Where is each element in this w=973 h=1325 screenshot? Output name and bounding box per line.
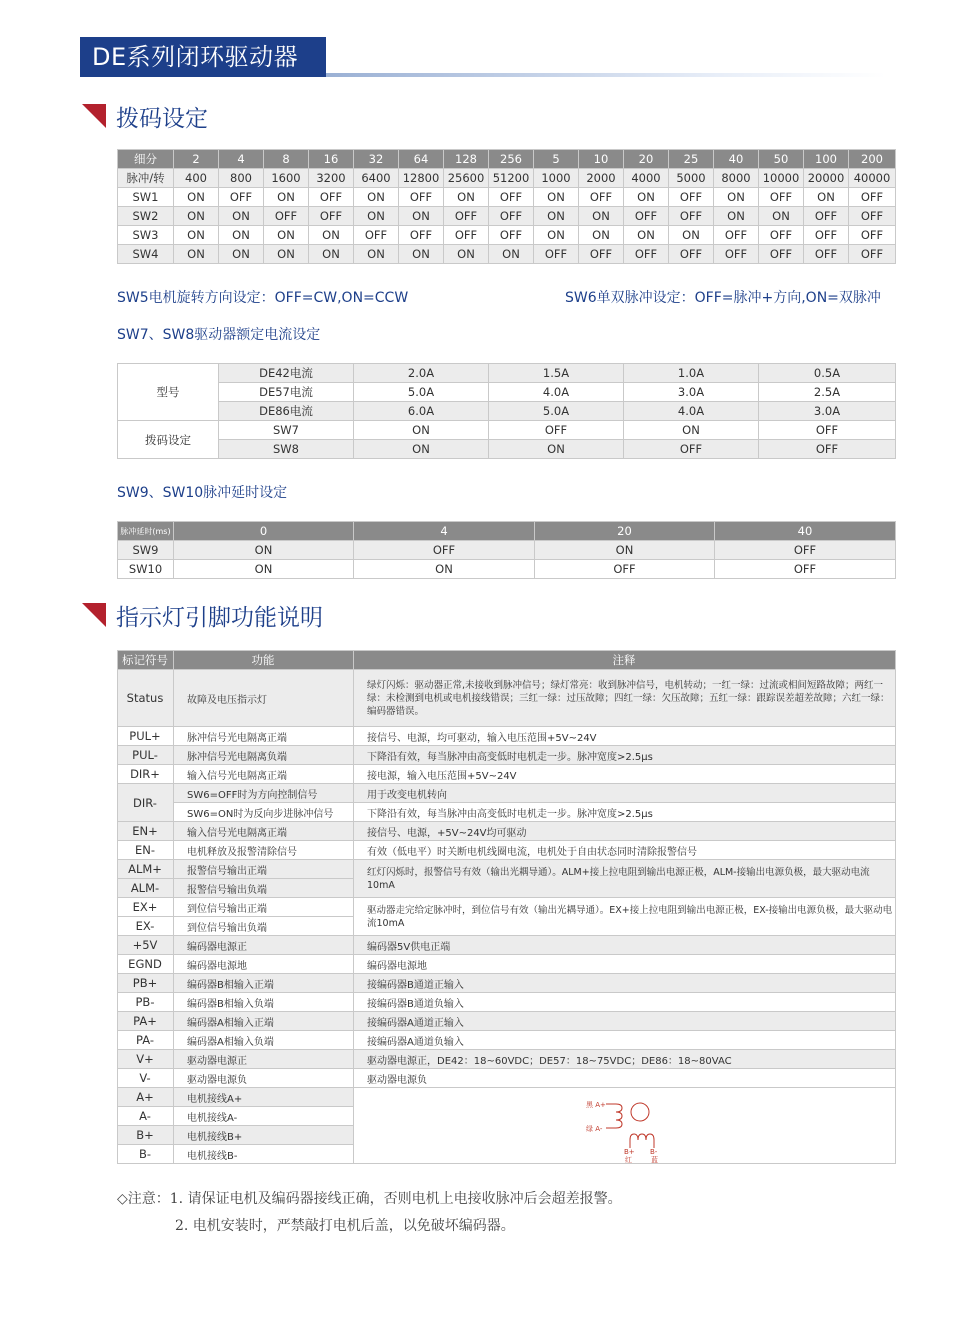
dip-cell: ON xyxy=(174,245,219,264)
pin-symbol: PA+ xyxy=(118,1012,174,1031)
dip-table-row xyxy=(118,150,896,169)
dip-cell: ON xyxy=(309,245,354,264)
dip-cell: OFF xyxy=(669,207,714,226)
current-cell: 3.0A xyxy=(759,402,896,421)
dip-cell: ON xyxy=(759,207,804,226)
dip-cell: 50 xyxy=(759,150,804,169)
dip-cell: 800 xyxy=(219,169,264,188)
dip-cell: 4000 xyxy=(624,169,669,188)
dip-cell: OFF xyxy=(489,207,534,226)
dip-cell: OFF xyxy=(849,207,896,226)
pin-note: 驱动器电源正，DE42：18~60VDC；DE57：18~75VDC；DE86：18~80VAC xyxy=(354,1050,896,1069)
pin-function: 编码器B相输入正端 xyxy=(174,974,354,993)
dip-cell: 8 xyxy=(264,150,309,169)
coil-a-icon xyxy=(616,1104,622,1128)
dip-table-row xyxy=(118,226,896,245)
dip-cell: OFF xyxy=(624,207,669,226)
current-cell: DE86电流 xyxy=(219,402,354,421)
dip-table-row xyxy=(118,245,896,264)
current-cell: ON xyxy=(354,440,489,459)
dip-cell: SW4 xyxy=(118,245,174,264)
dip-cell: OFF xyxy=(624,245,669,264)
dip-cell: OFF xyxy=(579,245,624,264)
pin-function: 输入信号光电隔离正端 xyxy=(174,822,354,841)
dip-cell: 20 xyxy=(624,150,669,169)
current-cell: 3.0A xyxy=(624,383,759,402)
pin-function: 输入信号光电隔离正端 xyxy=(174,765,354,784)
pin-function: 电机释放及报警清除信号 xyxy=(174,841,354,860)
current-group-dip: 拨码设定 xyxy=(118,421,219,459)
pin-symbol: PB- xyxy=(118,993,174,1012)
motor-wiring-diagram xyxy=(354,1088,896,1164)
dip-cell: OFF xyxy=(489,188,534,207)
current-cell: 1.5A xyxy=(489,364,624,383)
pin-symbol: EN- xyxy=(118,841,174,860)
pin-symbol: DIR+ xyxy=(118,765,174,784)
pin-function: 到位信号输出正端 xyxy=(174,898,354,917)
dip-cell: ON xyxy=(219,207,264,226)
dip-cell: ON xyxy=(624,188,669,207)
section-dip-title-text: 拨码设定 xyxy=(116,105,208,132)
pin-function: 脉冲信号光电隔离负端 xyxy=(174,746,354,765)
pin-function: 编码器A相输入正端 xyxy=(174,1012,354,1031)
pin-note: 接信号、电源，均可驱动，输入电压范围+5V~24V xyxy=(354,727,896,746)
delay-cell: ON xyxy=(354,560,535,579)
delay-cell: OFF xyxy=(715,541,896,560)
dip-cell: OFF xyxy=(759,245,804,264)
dip-cell: ON xyxy=(534,188,579,207)
delay-cell: ON xyxy=(174,541,354,560)
note-2: 2. 电机安装时，严禁敲打电机后盖，以免破坏编码器。 xyxy=(175,1218,515,1234)
section-marker-icon xyxy=(82,603,106,627)
dip-cell: 8000 xyxy=(714,169,759,188)
dip-cell: ON xyxy=(714,207,759,226)
dip-cell: ON xyxy=(174,226,219,245)
dip-cell: ON xyxy=(354,188,399,207)
current-cell: 4.0A xyxy=(489,383,624,402)
dip-cell: 32 xyxy=(354,150,399,169)
pin-note: 编码器电源地 xyxy=(354,955,896,974)
dip-cell: SW1 xyxy=(118,188,174,207)
dip-cell: OFF xyxy=(714,226,759,245)
dip-cell: ON xyxy=(444,245,489,264)
delay-cell: OFF xyxy=(715,560,896,579)
current-group-model: 型号 xyxy=(118,364,219,421)
dip-cell: 5000 xyxy=(669,169,714,188)
sw6-label: SW6单双脉冲设定：OFF=脉冲+方向,ON=双脉冲 xyxy=(565,290,881,306)
section-marker-icon xyxy=(82,104,106,128)
dip-cell: OFF xyxy=(804,245,849,264)
dip-cell: ON xyxy=(714,188,759,207)
pin-function: 到位信号输出负端 xyxy=(174,917,354,936)
dip-cell: 12800 xyxy=(399,169,444,188)
pin-note: 下降沿有效，每当脉冲由高变低时电机走一步。脉冲宽度>2.5μs xyxy=(354,803,896,822)
dip-cell: ON xyxy=(669,226,714,245)
current-cell: 0.5A xyxy=(759,364,896,383)
pin-symbol: ALM- xyxy=(118,879,174,898)
dip-cell: OFF xyxy=(264,207,309,226)
current-cell: 2.5A xyxy=(759,383,896,402)
dip-cell: 1000 xyxy=(534,169,579,188)
page-header xyxy=(80,37,326,77)
dip-cell: OFF xyxy=(714,245,759,264)
pin-symbol: B+ xyxy=(118,1126,174,1145)
pin-function-table xyxy=(117,650,896,1164)
dip-cell: 6400 xyxy=(354,169,399,188)
dip-cell: ON xyxy=(804,188,849,207)
dip-cell: ON xyxy=(399,207,444,226)
wire-b-plus-label: B+ xyxy=(624,1147,635,1156)
pin-note: 接编码器B通道正输入 xyxy=(354,974,896,993)
pin-symbol: EGND xyxy=(118,955,174,974)
dip-cell: 40 xyxy=(714,150,759,169)
dip-cell: 20000 xyxy=(804,169,849,188)
current-cell: ON xyxy=(489,440,624,459)
pin-note: 接信号、电源，+5V~24V均可驱动 xyxy=(354,822,896,841)
dip-cell: ON xyxy=(399,245,444,264)
current-cell: 4.0A xyxy=(624,402,759,421)
coil-b-icon xyxy=(630,1134,654,1140)
delay-cell: ON xyxy=(535,541,715,560)
motor-rotor-icon xyxy=(631,1103,649,1121)
pin-note: 接编码器A通道负输入 xyxy=(354,1031,896,1050)
dip-cell: 1600 xyxy=(264,169,309,188)
pin-symbol: PB+ xyxy=(118,974,174,993)
pin-note: 接编码器B通道负输入 xyxy=(354,993,896,1012)
dip-cell: ON xyxy=(534,226,579,245)
dip-cell: OFF xyxy=(534,245,579,264)
dip-cell: 5 xyxy=(534,150,579,169)
pin-function: 驱动器电源负 xyxy=(174,1069,354,1088)
pin-note: 红灯闪烁时，报警信号有效（输出光耦导通）。ALM+接上拉电阻到输出电源正极，ALM-接输出电源负极，最大驱动电流10mA xyxy=(354,860,896,898)
dip-cell: 200 xyxy=(849,150,896,169)
dip-cell: OFF xyxy=(669,188,714,207)
pin-symbol: DIR- xyxy=(118,784,174,822)
pin-function: 编码器电源地 xyxy=(174,955,354,974)
current-cell: SW8 xyxy=(219,440,354,459)
wire-a-plus-label: 黑 A+ xyxy=(586,1100,606,1109)
dip-cell: 细分 xyxy=(118,150,174,169)
dip-cell: OFF xyxy=(759,226,804,245)
dip-cell: OFF xyxy=(579,188,624,207)
dip-cell: 256 xyxy=(489,150,534,169)
dip-cell: OFF xyxy=(219,188,264,207)
dip-cell: ON xyxy=(579,226,624,245)
dip-cell: ON xyxy=(219,245,264,264)
sw5-label: SW5电机旋转方向设定：OFF=CW,ON=CCW xyxy=(117,290,409,306)
dip-cell: ON xyxy=(534,207,579,226)
pin-symbol: +5V xyxy=(118,936,174,955)
pin-header-note: 注释 xyxy=(354,651,896,670)
pin-function: 电机接线A- xyxy=(174,1107,354,1126)
pin-function: 电机接线B+ xyxy=(174,1126,354,1145)
dip-cell: OFF xyxy=(759,188,804,207)
pin-symbol: EX+ xyxy=(118,898,174,917)
pin-function: 驱动器电源正 xyxy=(174,1050,354,1069)
pin-function: 故障及电压指示灯 xyxy=(174,670,354,727)
dip-cell: OFF xyxy=(399,188,444,207)
section-dip-title xyxy=(82,101,208,131)
dip-table-row xyxy=(118,169,896,188)
dip-cell: ON xyxy=(219,226,264,245)
delay-header-cell: 脉冲延时(ms) xyxy=(118,522,174,541)
current-cell: ON xyxy=(624,421,759,440)
delay-table xyxy=(117,521,896,579)
pin-function: SW6=ON时为反向步进脉冲信号 xyxy=(174,803,354,822)
dip-cell: OFF xyxy=(309,188,354,207)
dip-cell: OFF xyxy=(804,207,849,226)
dip-cell: 4 xyxy=(219,150,264,169)
dip-cell: ON xyxy=(264,226,309,245)
dip-cell: SW3 xyxy=(118,226,174,245)
dip-cell: OFF xyxy=(309,207,354,226)
dip-cell: 51200 xyxy=(489,169,534,188)
pin-symbol: V- xyxy=(118,1069,174,1088)
delay-cell: ON xyxy=(174,560,354,579)
current-cell: OFF xyxy=(759,440,896,459)
dip-cell: OFF xyxy=(444,226,489,245)
pin-symbol: PA- xyxy=(118,1031,174,1050)
delay-header-cell: 4 xyxy=(354,522,535,541)
pin-header-symbol: 标记符号 xyxy=(118,651,174,670)
current-cell: 6.0A xyxy=(354,402,489,421)
dip-cell: ON xyxy=(624,226,669,245)
wire-blue-label: 蓝 xyxy=(651,1155,658,1164)
dip-cell: OFF xyxy=(804,226,849,245)
dip-cell: OFF xyxy=(399,226,444,245)
sw910-label: SW9、SW10脉冲延时设定 xyxy=(117,485,288,501)
pin-note: 有效（低电平）时关断电机线圈电流，电机处于自由状态同时清除报警信号 xyxy=(354,841,896,860)
dip-cell: ON xyxy=(354,207,399,226)
dip-cell: ON xyxy=(489,245,534,264)
pin-symbol: A- xyxy=(118,1107,174,1126)
current-cell: OFF xyxy=(489,421,624,440)
dip-cell: 100 xyxy=(804,150,849,169)
dip-cell: ON xyxy=(264,245,309,264)
dip-table-row xyxy=(118,207,896,226)
pin-note: 接编码器A通道正输入 xyxy=(354,1012,896,1031)
pin-function: 报警信号输出负端 xyxy=(174,879,354,898)
dip-cell: ON xyxy=(354,245,399,264)
pin-note: 驱动器电源负 xyxy=(354,1069,896,1088)
dip-cell: ON xyxy=(264,188,309,207)
current-cell: 5.0A xyxy=(354,383,489,402)
pin-function: 电机接线A+ xyxy=(174,1088,354,1107)
delay-header-cell: 40 xyxy=(715,522,896,541)
dip-cell: 2000 xyxy=(579,169,624,188)
pin-function: SW6=OFF时为方向控制信号 xyxy=(174,784,354,803)
delay-header-cell: 0 xyxy=(174,522,354,541)
dip-cell: 64 xyxy=(399,150,444,169)
delay-cell: SW10 xyxy=(118,560,174,579)
current-cell: ON xyxy=(354,421,489,440)
sw78-label: SW7、SW8驱动器额定电流设定 xyxy=(117,327,321,343)
dip-cell: ON xyxy=(309,226,354,245)
pin-function: 报警信号输出正端 xyxy=(174,860,354,879)
pin-note: 绿灯闪烁：驱动器正常,未接收到脉冲信号；绿灯常亮：收到脉冲信号，电机转动；一红一绿：过流或相间短路故障；两红一绿：未检测到电机或电机接线错误；三红一绿：过压故障；四红一绿：欠压故障；五红一绿：跟踪误差超差故障；六红一绿：编码器错误。 xyxy=(354,670,896,727)
delay-cell: OFF xyxy=(535,560,715,579)
dip-cell: ON xyxy=(444,188,489,207)
pin-symbol: Status xyxy=(118,670,174,727)
wire-red-label: 红 xyxy=(625,1155,632,1164)
pin-function: 编码器B相输入负端 xyxy=(174,993,354,1012)
current-cell: OFF xyxy=(759,421,896,440)
dip-cell: 25 xyxy=(669,150,714,169)
current-cell: OFF xyxy=(624,440,759,459)
dip-cell: ON xyxy=(174,207,219,226)
pin-symbol: PUL- xyxy=(118,746,174,765)
notes-block xyxy=(117,1186,622,1240)
dip-cell: OFF xyxy=(849,188,896,207)
section-pin-title xyxy=(82,600,323,630)
pin-function: 电机接线B- xyxy=(174,1145,354,1164)
pin-note: 接电源，输入电压范围+5V~24V xyxy=(354,765,896,784)
dip-cell: 10 xyxy=(579,150,624,169)
pin-function: 编码器电源正 xyxy=(174,936,354,955)
dip-cell: OFF xyxy=(354,226,399,245)
delay-cell: OFF xyxy=(354,541,535,560)
section-pin-title-text: 指示灯引脚功能说明 xyxy=(116,604,323,631)
wire-a-minus-label: 绿 A- xyxy=(586,1124,603,1133)
note-1: ◇注意：1. 请保证电机及编码器接线正确，否则电机上电接收脉冲后会超差报警。 xyxy=(117,1191,622,1207)
current-cell: 2.0A xyxy=(354,364,489,383)
pin-symbol: EN+ xyxy=(118,822,174,841)
pin-symbol: PUL+ xyxy=(118,727,174,746)
current-cell: SW7 xyxy=(219,421,354,440)
pin-function: 脉冲信号光电隔离正端 xyxy=(174,727,354,746)
pin-note: 驱动器走完给定脉冲时，到位信号有效（输出光耦导通）。EX+接上拉电阻到输出电源正极，EX-接输出电源负极，最大驱动电流10mA xyxy=(354,898,896,936)
dip-table-row xyxy=(118,188,896,207)
dip-cell: OFF xyxy=(669,245,714,264)
delay-cell: SW9 xyxy=(118,541,174,560)
dip-cell: 2 xyxy=(174,150,219,169)
dip-cell: OFF xyxy=(849,245,896,264)
page-title: DE系列闭环驱动器 xyxy=(92,43,299,71)
dip-cell: 40000 xyxy=(849,169,896,188)
pin-symbol: EX- xyxy=(118,917,174,936)
pin-symbol: ALM+ xyxy=(118,860,174,879)
current-cell: 1.0A xyxy=(624,364,759,383)
motor-coil-diagram xyxy=(354,1092,894,1164)
dip-cell: 128 xyxy=(444,150,489,169)
pin-symbol: V+ xyxy=(118,1050,174,1069)
current-cell: 5.0A xyxy=(489,402,624,421)
dip-cell: 16 xyxy=(309,150,354,169)
pin-note: 下降沿有效，每当脉冲由高变低时电机走一步。脉冲宽度>2.5μs xyxy=(354,746,896,765)
dip-cell: ON xyxy=(174,188,219,207)
current-cell: DE42电流 xyxy=(219,364,354,383)
dip-cell: 3200 xyxy=(309,169,354,188)
dip-switch-table xyxy=(117,149,896,264)
pin-function: 编码器A相输入负端 xyxy=(174,1031,354,1050)
pin-header-function: 功能 xyxy=(174,651,354,670)
dip-cell: SW2 xyxy=(118,207,174,226)
pin-symbol: A+ xyxy=(118,1088,174,1107)
current-table xyxy=(117,363,896,459)
dip-cell: 400 xyxy=(174,169,219,188)
dip-cell: 10000 xyxy=(759,169,804,188)
current-cell: DE57电流 xyxy=(219,383,354,402)
header-divider xyxy=(326,73,886,77)
delay-header-cell: 20 xyxy=(535,522,715,541)
pin-symbol: B- xyxy=(118,1145,174,1164)
pin-note: 编码器5V供电正端 xyxy=(354,936,896,955)
dip-cell: 脉冲/转 xyxy=(118,169,174,188)
wire-b-minus-label: B- xyxy=(650,1147,658,1156)
dip-cell: OFF xyxy=(444,207,489,226)
dip-cell: ON xyxy=(579,207,624,226)
dip-cell: OFF xyxy=(489,226,534,245)
dip-cell: 25600 xyxy=(444,169,489,188)
dip-cell: OFF xyxy=(849,226,896,245)
pin-note: 用于改变电机转向 xyxy=(354,784,896,803)
